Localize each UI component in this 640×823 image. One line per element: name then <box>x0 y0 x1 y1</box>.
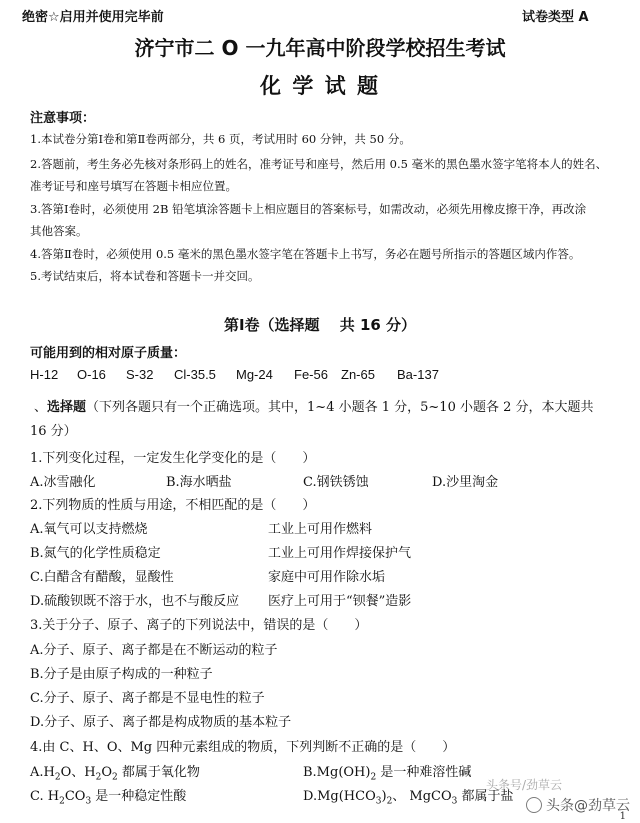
paper-type-label: 试卷类型 A <box>522 10 589 25</box>
mc-heading-title: 选择题 <box>47 400 87 415</box>
atomic-mass-zn: Zn-65 <box>341 367 375 382</box>
q2-stem: 2.下列物质的性质与用途，不相匹配的是（ ） <box>30 498 316 513</box>
atomic-mass-h: H-12 <box>30 367 59 382</box>
confidential-label: 绝密☆启用并使用完毕前 <box>22 10 164 25</box>
subject-title: 化 学 试 题 <box>260 74 380 98</box>
q2-option-d-property: D.硫酸钡既不溶于水，也不与酸反应 <box>30 594 240 609</box>
atomic-mass-list <box>30 367 58 382</box>
q4-option-b: $B.Mg(OH)_2$ 是一种难溶性碱 <box>303 765 472 783</box>
q1-option-a: A.冰雪融化 <box>30 475 96 490</box>
q2-option-d-use: 医疗上可用于“钡餐”造影 <box>268 594 412 609</box>
q4-option-c: C. $H_2CO_3$ 是一种稳定性酸 <box>30 789 187 807</box>
q2-option-b-use: 工业上可用作焊接保护气 <box>268 546 412 561</box>
q1-option-d: D.沙里淘金 <box>432 475 499 490</box>
q3-option-d: D.分子、原子、离子都是构成物质的基本粒子 <box>30 715 292 730</box>
q2-option-b-property: B.氮气的化学性质稳定 <box>30 546 161 561</box>
note-item-5: 5.考试结束后，将本试卷和答题卡一并交回。 <box>30 269 260 283</box>
note-item-4: 4.答第Ⅱ卷时，必须使用 0.5 毫米的黑色墨水签字笔在答题卡上书写，务必在题号所指示的答题区域内作答。 <box>30 247 581 261</box>
atomic-mass-ba: Ba-137 <box>397 367 439 382</box>
note-item-1: 1.本试卷分第Ⅰ卷和第Ⅱ卷两部分，共 6 页，考试用时 60 分钟，共 50 分。 <box>30 132 411 146</box>
q3-stem: 3.关于分子、原子、离子的下列说法中，错误的是（ ） <box>30 618 368 633</box>
watermark-text: 头条@劲草云 <box>546 798 630 814</box>
q4-stem: 4.由 C、H、O、Mg 四种元素组成的物质，下列判断不正确的是（ ） <box>30 740 456 755</box>
exam-title: 济宁市二 O 一九年高中阶段学校招生考试 <box>134 36 506 60</box>
q2-option-c-property: C.白醋含有醋酸，显酸性 <box>30 570 174 585</box>
q3-option-c: C.分子、原子、离子都是不显电性的粒子 <box>30 691 265 706</box>
q2-option-c-use: 家庭中可用作除水垢 <box>268 570 386 585</box>
notes-heading: 注意事项： <box>30 111 96 126</box>
note-item-2-cont: 准考证号和座号填写在答题卡相应位置。 <box>30 179 237 193</box>
q2-option-a-property: A.氧气可以支持燃烧 <box>30 522 148 537</box>
atomic-mass-mg: Mg-24 <box>236 367 273 382</box>
note-item-3-cont: 其他答案。 <box>30 224 88 238</box>
q1-stem: 1.下列变化过程，一定发生化学变化的是（ ） <box>30 451 316 466</box>
watermark-logo-icon <box>526 797 542 813</box>
mc-heading-cont: 16 分） <box>30 424 77 439</box>
mc-heading-desc: （下列各题只有一个正确选项。其中，1~4 小题各 1 分，5~10 小题各 2 分，本大题共 <box>86 400 594 415</box>
atomic-mass-label: 可能用到的相对原子质量： <box>30 346 187 361</box>
q1-option-b: B.海水晒盐 <box>166 475 232 490</box>
section-title: 第Ⅰ卷（选择题 共 16 分） <box>223 316 417 334</box>
page-number: 1 <box>619 811 626 822</box>
atomic-mass-fe: Fe-56 <box>294 367 328 382</box>
mc-heading-prefix: 、 <box>34 400 48 415</box>
watermark-background: 头条号/劲草云 <box>486 778 563 792</box>
mc-heading <box>34 396 594 415</box>
atomic-mass-cl: Cl-35.5 <box>174 367 216 382</box>
q3-option-b: B.分子是由原子构成的一种粒子 <box>30 667 213 682</box>
q3-option-a: A.分子、原子、离子都是在不断运动的粒子 <box>30 643 278 658</box>
note-item-3: 3.答第Ⅰ卷时，必须使用 2B 铅笔填涂答题卡上相应题目的答案标号，如需改动，必须先用橡皮擦干净，再改涂 <box>30 202 587 216</box>
watermark <box>526 795 630 815</box>
note-item-2: 2.答题前，考生务必先核对条形码上的姓名，准考证号和座号，然后用 0.5 毫米的黑色墨水签字笔将本人的姓名、 <box>30 157 608 171</box>
atomic-mass-o: O-16 <box>77 367 106 382</box>
atomic-mass-s: S-32 <box>126 367 154 382</box>
q1-option-c: C.钢铁锈蚀 <box>303 475 369 490</box>
q4-option-a: $A.H_2O$、$H_2O_2$ 都属于氧化物 <box>30 765 200 783</box>
q2-option-a-use: 工业上可用作燃料 <box>268 522 373 537</box>
q4-option-d: $D.Mg(HCO_3)_2$、 MgCO$_3$ 都属于盐 <box>303 789 514 807</box>
